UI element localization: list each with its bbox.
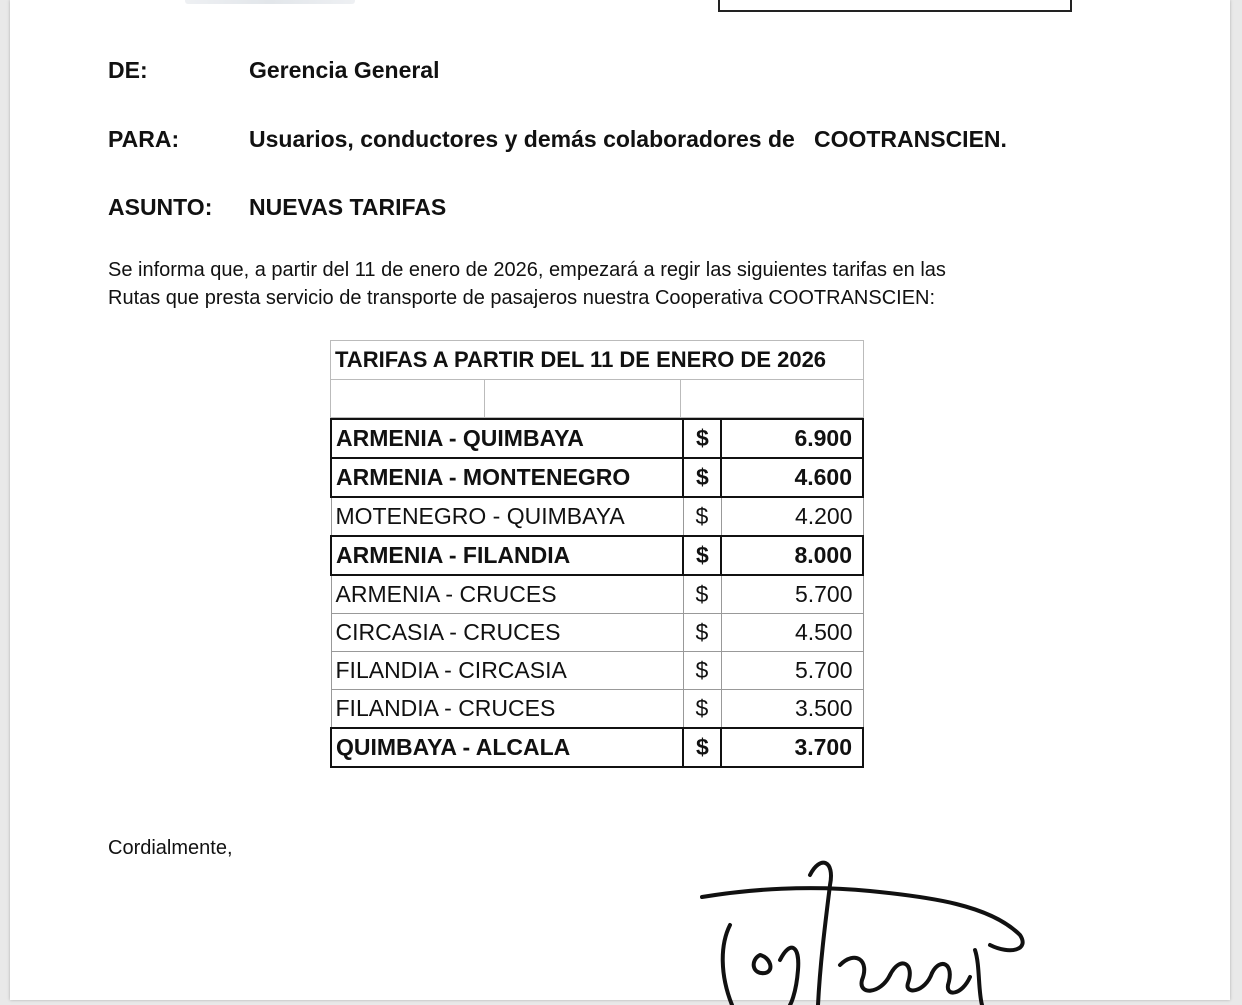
price-cell: 3.500 xyxy=(721,690,863,729)
route-cell: QUIMBAYA - ALCALA xyxy=(331,728,683,767)
table-row xyxy=(331,614,863,652)
price-cell: 4.600 xyxy=(721,458,863,497)
memo-from-value: Gerencia General xyxy=(249,57,440,83)
document-page xyxy=(10,0,1230,1000)
fares-table xyxy=(330,340,864,418)
route-cell: ARMENIA - QUIMBAYA xyxy=(331,419,683,458)
route-cell: ARMENIA - MONTENEGRO xyxy=(331,458,683,497)
table-row xyxy=(331,575,863,614)
empty-cell xyxy=(681,380,864,418)
currency-cell: $ xyxy=(683,419,721,458)
route-cell: MOTENEGRO - QUIMBAYA xyxy=(331,497,683,536)
route-cell: CIRCASIA - CRUCES xyxy=(331,614,683,652)
memo-subject-label: ASUNTO: xyxy=(108,194,213,220)
price-cell: 3.700 xyxy=(721,728,863,767)
intro-paragraph xyxy=(108,256,1048,312)
header-box xyxy=(718,0,1072,12)
intro-line-1: Se informa que, a partir del 11 de enero de 2026, empezará a regir las siguientes tarifas en las xyxy=(108,259,946,281)
table-row xyxy=(331,497,863,536)
currency-cell: $ xyxy=(683,652,721,690)
currency-cell: $ xyxy=(683,575,721,614)
currency-cell: $ xyxy=(683,536,721,575)
table-row xyxy=(331,536,863,575)
route-cell: FILANDIA - CIRCASIA xyxy=(331,652,683,690)
table-row xyxy=(331,652,863,690)
currency-cell: $ xyxy=(683,497,721,536)
memo-to-value: Usuarios, conductores y demás colaboradores de COOTRANSCIEN. xyxy=(249,126,1007,152)
empty-cell xyxy=(485,380,681,418)
intro-line-2: Rutas que presta servicio de transporte de pasajeros nuestra Cooperativa COOTRANSCIEN: xyxy=(108,287,936,309)
memo-from-label: DE: xyxy=(108,57,148,83)
empty-cell xyxy=(331,380,485,418)
price-cell: 8.000 xyxy=(721,536,863,575)
price-cell: 5.700 xyxy=(721,652,863,690)
route-cell: ARMENIA - FILANDIA xyxy=(331,536,683,575)
table-row xyxy=(331,690,863,729)
fares-table-empty-row xyxy=(331,380,864,418)
table-row xyxy=(331,728,863,767)
fares-table-title: TARIFAS A PARTIR DEL 11 DE ENERO DE 2026 xyxy=(331,341,864,380)
currency-cell: $ xyxy=(683,690,721,729)
price-cell: 4.200 xyxy=(721,497,863,536)
signature-image xyxy=(690,845,1040,1005)
currency-cell: $ xyxy=(683,728,721,767)
price-cell: 6.900 xyxy=(721,419,863,458)
faded-header-text xyxy=(185,0,355,4)
closing-text: Cordialmente, xyxy=(108,837,233,859)
table-row xyxy=(331,458,863,497)
currency-cell: $ xyxy=(683,614,721,652)
memo-subject-value: NUEVAS TARIFAS xyxy=(249,194,447,220)
memo-to-label: PARA: xyxy=(108,126,180,152)
table-row xyxy=(331,419,863,458)
route-cell: ARMENIA - CRUCES xyxy=(331,575,683,614)
fares-table-body xyxy=(330,418,864,768)
price-cell: 5.700 xyxy=(721,575,863,614)
currency-cell: $ xyxy=(683,458,721,497)
price-cell: 4.500 xyxy=(721,614,863,652)
route-cell: FILANDIA - CRUCES xyxy=(331,690,683,729)
fares-table-title-row xyxy=(331,341,864,380)
